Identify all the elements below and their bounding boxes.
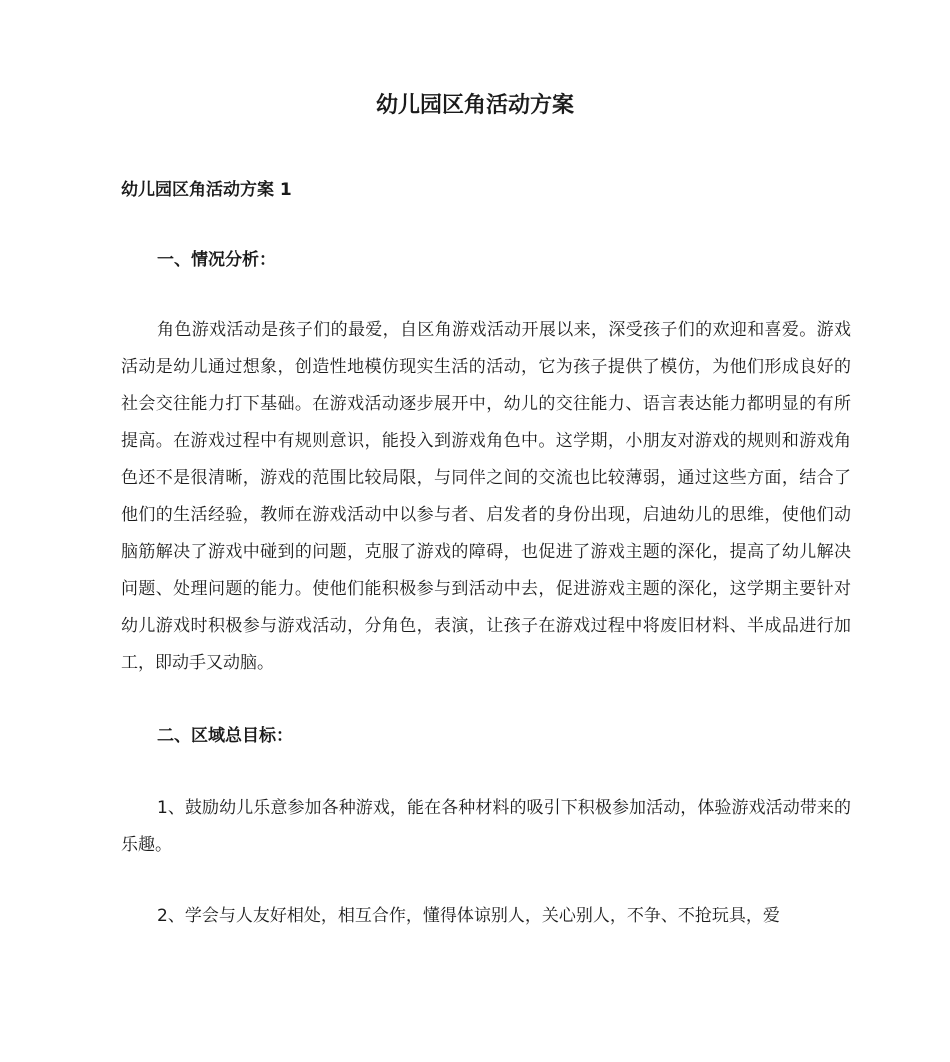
section-heading-situation-analysis: 一、情况分析： — [157, 250, 276, 270]
goal-item-1: 1、鼓励幼儿乐意参加各种游戏，能在各种材料的吸引下积极参加活动，体验游戏活动带来的乐趣。 — [121, 798, 851, 855]
section-heading-overall-goals: 二、区域总目标： — [157, 726, 293, 746]
situation-analysis-paragraph: 角色游戏活动是孩子们的最爱，自区角游戏活动开展以来，深受孩子们的欢迎和喜爱。游戏活动是幼儿通过想象，创造性地模仿现实生活的活动，它为孩子提供了模仿，为他们形成良好的社会交往能力打下基础。在游戏活动逐步展开中，幼儿的交往能力、语言表达能力都明显的有所提高。在游戏过程中有规则意识，能投入到游戏角色中。这学期，小朋友对游戏的规则和游戏角色还不是很清晰，游戏的范围比较局限，与同伴之间的交流也比较薄弱，通过这些方面，结合了他们的生活经验，教师在游戏活动中以参与者、启发者的身份出现，启迪幼儿的思维，使他们动脑筋解决了游戏中碰到的问题，克服了游戏的障碍，也促进了游戏主题的深化，提高了幼儿解决问题、处理问题的能力。使他们能积极参与到活动中去，促进游戏主题的深化，这学期主要针对幼儿游戏时积极参与游戏活动，分角色，表演，让孩子在游戏过程中将废旧材料、半成品进行加工，即动手又动脑。 — [121, 320, 851, 673]
document-subtitle: 幼儿园区角活动方案 1 — [121, 180, 292, 200]
goal-item-2: 2、学会与人友好相处，相互合作，懂得体谅别人，关心别人，不争、不抢玩具，爱 — [157, 906, 780, 926]
document-title: 幼儿园区角活动方案 — [375, 93, 574, 118]
